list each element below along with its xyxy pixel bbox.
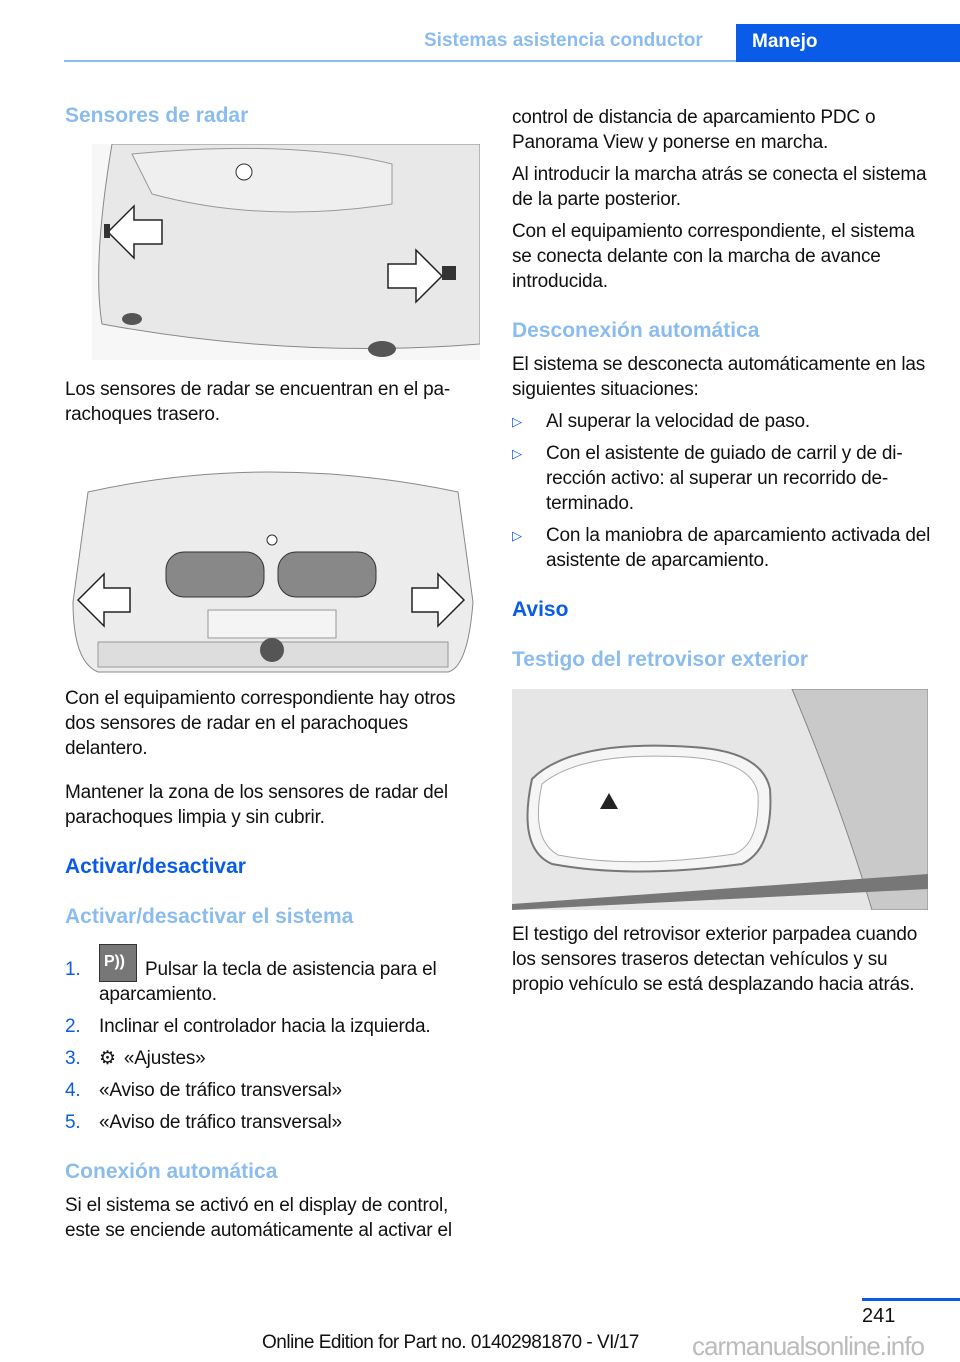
step-item [65,1014,485,1039]
footer-divider [862,1298,960,1301]
step-number: 1. [65,959,81,980]
step-number: 3. [65,1048,81,1069]
header-tab-manejo[interactable]: Manejo [736,24,960,62]
heading-notice: Aviso [512,598,569,621]
step-item [65,1078,485,1103]
park-assist-button-icon: P)) [99,944,137,982]
paragraph-continued: control de distancia de aparcamiento PDC o Panorama View y ponerse en marcha. [512,107,876,153]
side-mirror-figure [512,689,928,910]
heading-mirror-indicator: Testigo del retrovisor exterior [512,648,809,671]
rear-bumper-figure [92,144,480,360]
steps-list [65,953,485,1142]
page-number: 241 [862,1305,896,1327]
gear-icon: ⚙ [99,1048,116,1069]
list-item [512,409,932,434]
step-text: Pulsar la tecla de asistencia para el aparcamiento. [99,959,437,1005]
watermark: carmanualsonline.info [692,1331,924,1361]
paragraph-rear-sensors: Los sensores de radar se encuentran en el parachoques trasero. [65,379,451,425]
paragraph-reverse: Al introducir la marcha atrás se conecta el sistema de la parte posterior. [512,164,927,210]
paragraph-keep-clean: Mantener la zona de los sensores de radar del parachoques limpia y sin cubrir. [65,782,448,828]
heading-auto-off: Desconexión automática [512,319,760,342]
step-number: 5. [65,1112,81,1133]
step-item [65,1046,485,1071]
list-item-text: Con el asistente de guiado de carril y de dirección activo: al superar un recorrido determinado. [546,443,903,514]
step-item [65,1110,485,1135]
heading-auto-on: Conexión automática [65,1160,278,1183]
step-item [65,953,485,1007]
bmw-logo-icon [236,164,252,180]
auto-off-list [512,409,932,580]
heading-radar-sensors: Sensores de radar [65,104,249,127]
step-text: «Aviso de tráfico transversal» [99,1080,342,1101]
list-item [512,441,932,516]
heading-activate-system: Activar/desactivar el sistema [65,905,354,928]
edition-text: Online Edition for Part no. 01402981870 - VI/17 [262,1332,639,1353]
step-number: 2. [65,1016,81,1037]
header-divider [64,60,736,62]
paragraph-auto-off: El sistema se desconecta automáticamente en las siguientes situaciones: [512,354,926,400]
triangle-bullet-icon: ▷ [512,446,522,461]
list-item-text: Con la maniobra de aparcamiento activada del asistente de aparcamiento. [546,525,931,571]
paragraph-front-sensors: Con el equipamiento correspondiente hay otros dos sensores de radar en el parachoques delantero. [65,688,456,759]
triangle-bullet-icon: ▷ [512,414,522,429]
step-text: Inclinar el controlador hacia la izquierda. [99,1016,431,1037]
paragraph-auto-on: Si el sistema se activó en el display de control, este se enciende automáticamente al activar el [65,1195,452,1241]
step-number: 4. [65,1080,81,1101]
list-item-text: Al superar la velocidad de paso. [546,411,810,432]
step-text: «Aviso de tráfico transversal» [99,1112,342,1133]
triangle-bullet-icon: ▷ [512,528,522,543]
front-bumper-figure [68,452,476,674]
step-text: «Ajustes» [123,1048,206,1069]
heading-activate-deactivate: Activar/desactivar [65,855,246,878]
paragraph-mirror: El testigo del retrovisor exterior parpadea cuando los sensores traseros detectan vehículos y su propio vehículo se está desplazando hacia atrás. [512,924,918,995]
list-item [512,523,932,573]
header-section-title: Sistemas asistencia conductor [424,30,703,51]
paragraph-equipment: Con el equipamiento correspondiente, el sistema se conecta delante con la marcha de avance introducida. [512,221,915,292]
